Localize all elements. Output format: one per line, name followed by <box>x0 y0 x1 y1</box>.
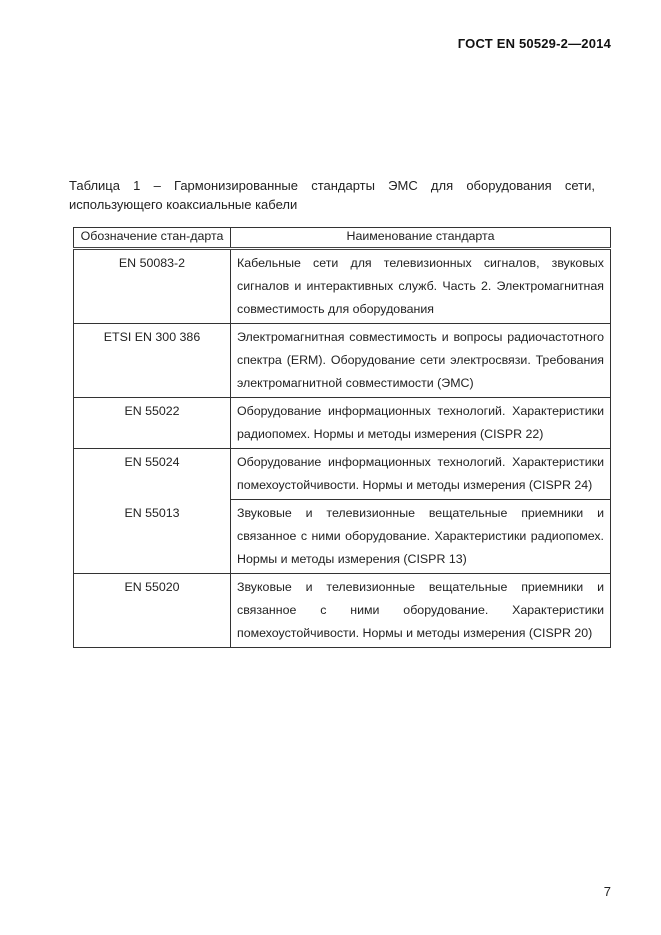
column-header-code: Обозначение стан-дарта <box>74 228 231 249</box>
standards-table <box>73 227 611 648</box>
table-caption: Таблица 1 – Гармонизированные стандарты ЭМС для оборудования сети, использующего коаксиальные кабели <box>69 178 595 212</box>
standard-name: Звуковые и телевизионные вещательные приемники и связанное с ними оборудование. Характеристики помехоустойчивости. Нормы и методы измерения (CISPR 20) <box>231 574 611 648</box>
standard-name: Оборудование информационных технологий. Характеристики радиопомех. Нормы и методы измерения (CISPR 22) <box>231 398 611 449</box>
table-row <box>74 398 611 449</box>
page-number: 7 <box>603 884 611 899</box>
standard-code: EN 55022 <box>74 398 231 449</box>
standard-code: ETSI EN 300 386 <box>74 324 231 398</box>
standard-name: Кабельные сети для телевизионных сигналов, звуковых сигналов и интерактивных служб. Часть 2. Электромагнитная совместимость для оборудования <box>231 249 611 324</box>
table-row <box>74 324 611 398</box>
table-row <box>74 249 611 324</box>
table-row <box>74 500 611 574</box>
standard-code: EN 55013 <box>74 500 231 574</box>
document-code: ГОСТ EN 50529-2—2014 <box>457 36 611 51</box>
table-row <box>74 574 611 648</box>
standard-name: Электромагнитная совместимость и вопросы радиочастотного спектра (ERM). Оборудование сети электросвязи. Требования электромагнитной совместимости (ЭМС) <box>231 324 611 398</box>
table-row <box>74 449 611 500</box>
standard-name: Звуковые и телевизионные вещательные приемники и связанное с ними оборудование. Характеристики радиопомех. Нормы и методы измерения (CISPR 13) <box>231 500 611 574</box>
table-header-row <box>74 228 611 249</box>
standard-code: EN 50083-2 <box>74 249 231 324</box>
standard-code: EN 55024 <box>74 449 231 500</box>
standard-code: EN 55020 <box>74 574 231 648</box>
standard-name: Оборудование информационных технологий. Характеристики помехоустойчивости. Нормы и методы измерения (CISPR 24) <box>231 449 611 500</box>
column-header-name: Наименование стандарта <box>231 228 611 249</box>
